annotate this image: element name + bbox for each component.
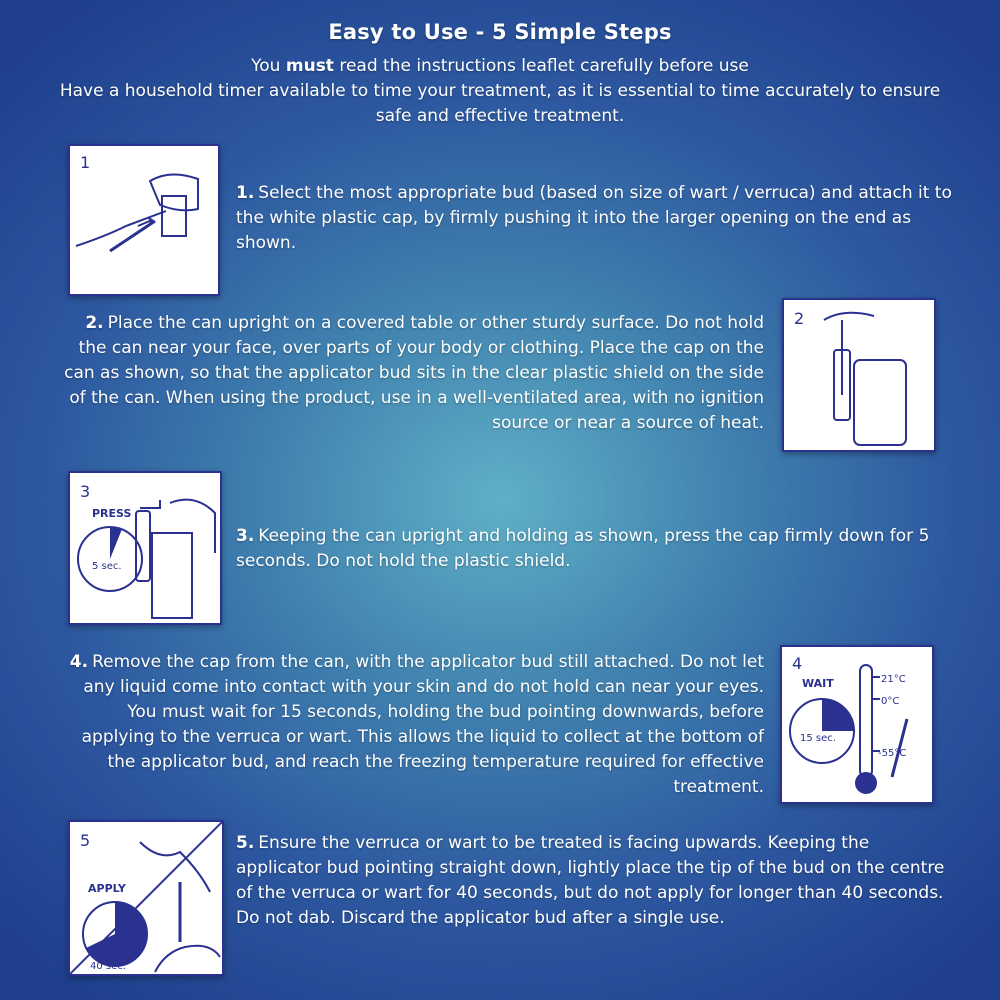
step-5-illustration [68,820,224,976]
hand-icon [824,313,874,320]
step-5-apply-label: APPLY [88,882,126,895]
step-5-drawing [70,822,222,974]
step-5-timer-label: 40 sec. [90,961,126,972]
can-icon [854,360,906,445]
header [0,20,1000,129]
intro-line-1 [0,54,1000,79]
step-1-number: 1. [236,183,255,203]
step-4-number: 4. [69,652,89,672]
timer-fill [822,699,854,731]
shield-icon [136,511,150,581]
step-4-timer-label: 15 sec. [800,733,836,744]
intro-pre: You [251,56,281,76]
step-3-drawing [70,473,220,623]
step-4-panel-number: 4 [792,654,803,673]
intro-line-2: Have a household timer available to time your treatment, as it is essential to time accurately to ensure safe and effective treatment. [59,81,941,126]
step-1-illustration [68,144,220,296]
thermometer-icon [860,665,872,777]
step-2-text: 2. Place the can upright on a covered table or other sturdy surface. Do not hold the can near your face, over parts of your body or clothing. Place the cap on the can as shown, so that the applicator bud sits in the clear plastic shield on the side of the can. When using the product, use in a well-ventilated area, with no ignition source or near a source of heat. [64,313,764,433]
hand-left-icon [76,211,166,246]
step-2-panel-number: 2 [794,309,805,328]
cap-icon [162,196,186,236]
can-icon [152,533,192,618]
temp-zero-label: 0°C [881,696,900,707]
step-4-text: 4. Remove the cap from the can, with the applicator bud still attached. Do not let any liquid come into contact with your skin and do not hold can near your eyes. You must wait for 15 seconds, holding the bud pointing downwards, before applying to the verruca or wart. This allows the liquid to collect at the bottom of the applicator bud, and reach the freezing temperature required for effective treatment. [69,652,764,797]
step-2-illustration [782,298,936,452]
page-title: Easy to Use - 5 Simple Steps [328,20,672,44]
step-3-press-label: PRESS [92,507,132,520]
step-1-panel-number: 1 [80,153,91,172]
step-2-number: 2. [85,313,104,333]
step-3-number: 3. [236,526,255,546]
step-3-illustration [68,471,222,625]
applicator-bud-icon [110,221,155,251]
step-1-text: 1. Select the most appropriate bud (based on size of wart / verruca) and attach it to the white plastic cap, by firmly pushing it into the larger opening on the end as shown. [236,183,952,253]
intro-text [0,54,1000,129]
step-3-text: 3. Keeping the can upright and holding as shown, press the cap firmly down for 5 seconds. Do not hold the plastic shield. [236,526,930,571]
step-4-illustration [780,645,934,804]
temp-low-label: -55°C [878,748,907,759]
step-5-panel-number: 5 [80,831,91,850]
intro-post: read the instructions leaflet carefully before use [339,56,749,76]
step-1-drawing [70,146,218,294]
timer-fill [110,527,122,559]
step-4-drawing [782,647,932,802]
step-5-text: 5. Ensure the verruca or wart to be treated is facing upwards. Keeping the applicator bud pointing straight down, lightly place the tip of the bud on the centre of the verruca or wart for 40 seconds, but do not apply for longer than 40 seconds. Do not dab. Discard the applicator bud after a single use. [236,833,945,928]
step-3-panel-number: 3 [80,482,91,501]
foot-icon [155,946,220,972]
hand-icon [150,174,198,210]
step-4-wait-label: WAIT [802,677,834,690]
intro-must: must [285,56,334,76]
thermometer-bulb [855,772,877,794]
step-2-drawing [784,300,934,450]
step-3-timer-label: 5 sec. [92,561,122,572]
cap-icon [140,500,160,508]
hand-icon [140,842,210,892]
temp-high-label: 21°C [881,674,906,685]
step-5-number: 5. [236,833,255,853]
